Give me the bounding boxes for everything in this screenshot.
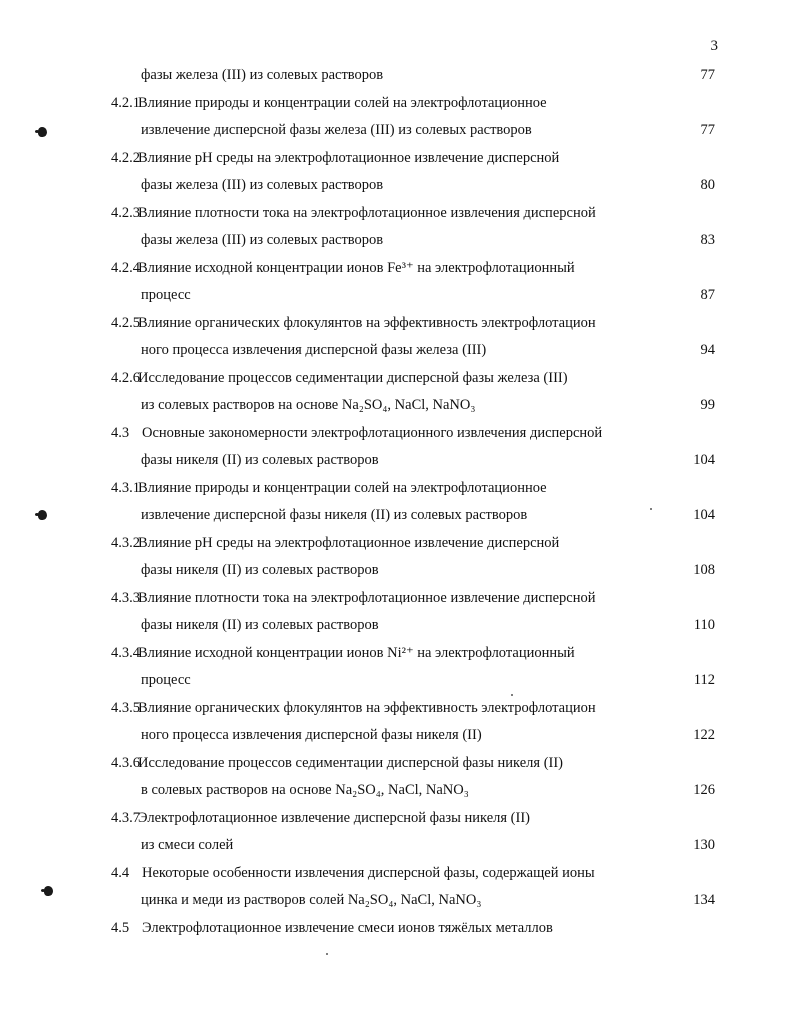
toc-entry [0,915,791,943]
toc-entry-title: Некоторые особенности извлечения дисперсной фазы, содержащей ионы [142,864,595,881]
toc-entry-title: фазы никеля (II) из солевых растворов [141,617,379,633]
scan-blot [38,510,47,520]
scan-blot [44,886,53,896]
toc-entry [0,282,791,310]
toc-entry-title: Исследование процессов седиментации дисперсной фазы железа (III) [138,369,568,386]
toc-entry-number: 4.2.1 [111,94,140,111]
toc-entry [0,667,791,695]
toc-entry [0,777,791,805]
toc-entry [0,750,791,778]
toc-entry-number: 4.2.5 [111,314,140,331]
toc-entry-title: из солевых растворов на основе Na₂SO₄, NaCl, NaNO₃ [141,397,476,413]
toc-entry-page: 99 [700,397,715,413]
toc-entry-title: фазы железа (III) из солевых растворов [141,67,384,83]
toc-entry-title: фазы никеля (II) из солевых растворов [141,452,379,468]
toc-entry-title: извлечение дисперсной фазы железа (III) из солевых растворов [141,122,532,138]
toc-entry-page: 83 [700,232,715,248]
scan-blot [38,127,47,137]
toc-entry-title: извлечение дисперсной фазы никеля (II) из солевых растворов [141,507,528,523]
toc-entry-page: 104 [693,452,715,468]
toc-entry [0,227,791,255]
page-number: 3 [710,38,718,54]
toc-entry-number: 4.3.1 [111,479,140,496]
toc-entry [0,475,791,503]
toc-entry-number: 4.3 [111,424,130,441]
toc-entry-title: Влияние исходной концентрации ионов Ni²⁺ на электрофлотационный [138,644,575,661]
toc-entry-title: Влияние природы и концентрации солей на электрофлотационное [138,94,547,111]
toc-entry-number: 4.2.4 [111,259,140,276]
toc-entry-title: Влияние плотности тока на электрофлотационное извлечения дисперсной [138,204,596,221]
toc-entry [0,255,791,283]
toc-entry [0,420,791,448]
toc-entry [0,722,791,750]
toc-entry [0,172,791,200]
table-of-contents [0,62,791,942]
toc-entry-title: процесс [141,287,191,303]
toc-entry-title: Влияние плотности тока на электрофлотационное извлечение дисперсной [138,589,596,606]
toc-entry-title: Влияние pH среды на электрофлотационное извлечение дисперсной [138,534,560,551]
toc-entry [0,640,791,668]
toc-entry-title: Электрофлотационное извлечение дисперсной фазы никеля (II) [138,809,530,826]
toc-entry-title: в солевых растворов на основе Na₂SO₄, NaCl, NaNO₃ [141,782,469,798]
toc-entry [0,612,791,640]
toc-entry [0,832,791,860]
toc-entry-title: процесс [141,672,191,688]
toc-entry-page: 126 [693,782,715,798]
toc-entry-number: 4.2.2 [111,149,140,166]
toc-entry-page: 87 [700,287,715,303]
toc-entry-number: 4.4 [111,864,130,881]
toc-entry [0,585,791,613]
toc-entry-title: Электрофлотационное извлечение смеси ионов тяжёлых металлов [142,919,553,936]
toc-entry-title: цинка и меди из растворов солей Na₂SO₄, NaCl, NaNO₃ [141,892,482,908]
toc-entry-page: 104 [693,507,715,523]
toc-entry-page: 108 [693,562,715,578]
toc-entry-number: 4.2.6 [111,369,140,386]
toc-entry [0,62,791,90]
toc-entry-title: ного процесса извлечения дисперсной фазы никеля (II) [141,727,482,743]
scan-speck [650,508,652,510]
toc-entry-page: 134 [693,892,715,908]
toc-entry-page: 80 [700,177,715,193]
toc-entry-page: 122 [693,727,715,743]
toc-entry [0,365,791,393]
toc-entry [0,200,791,228]
toc-entry-page: 77 [700,122,715,138]
toc-entry-number: 4.3.3 [111,589,140,606]
toc-entry-title: Основные закономерности электрофлотационного извлечения дисперсной [142,424,603,441]
toc-entry [0,117,791,145]
toc-entry-page: 94 [700,342,715,358]
toc-entry [0,530,791,558]
scan-speck [326,953,328,955]
toc-entry-number: 4.5 [111,919,130,936]
scan-speck [511,694,513,696]
toc-entry [0,887,791,915]
toc-entry [0,337,791,365]
toc-entry [0,502,791,530]
toc-entry-page: 110 [693,617,715,633]
toc-entry-number: 4.3.2 [111,534,140,551]
toc-entry [0,90,791,118]
toc-entry-number: 4.3.4 [111,644,140,661]
toc-entry-title: Влияние органических флокулянтов на эффективность электрофлотацион [138,699,596,716]
toc-entry-page: 130 [693,837,715,853]
toc-entry-title: фазы железа (III) из солевых растворов [141,232,384,248]
toc-entry [0,805,791,833]
toc-entry-title: Исследование процессов седиментации дисперсной фазы никеля (II) [138,754,564,771]
toc-entry-title: Влияние pH среды на электрофлотационное извлечение дисперсной [138,149,560,166]
toc-entry-title: ного процесса извлечения дисперсной фазы железа (III) [141,342,487,358]
toc-entry [0,145,791,173]
toc-entry-title: из смеси солей [141,837,234,853]
toc-entry-title: Влияние органических флокулянтов на эффективность электрофлотацион [138,314,596,331]
toc-entry-title: Влияние исходной концентрации ионов Fe³⁺ на электрофлотационный [138,259,575,276]
toc-entry [0,695,791,723]
toc-entry-number: 4.3.7 [111,809,140,826]
toc-entry-number: 4.3.6 [111,754,140,771]
toc-entry [0,860,791,888]
toc-entry-number: 4.3.5 [111,699,140,716]
toc-entry-title: Влияние природы и концентрации солей на электрофлотационное [138,479,547,496]
toc-entry [0,392,791,420]
toc-entry-page: 112 [693,672,715,688]
toc-entry-number: 4.2.3 [111,204,140,221]
toc-entry-title: фазы никеля (II) из солевых растворов [141,562,379,578]
toc-entry [0,557,791,585]
toc-entry [0,310,791,338]
toc-entry-page: 77 [700,67,715,83]
toc-entry [0,447,791,475]
toc-entry-title: фазы железа (III) из солевых растворов [141,177,384,193]
